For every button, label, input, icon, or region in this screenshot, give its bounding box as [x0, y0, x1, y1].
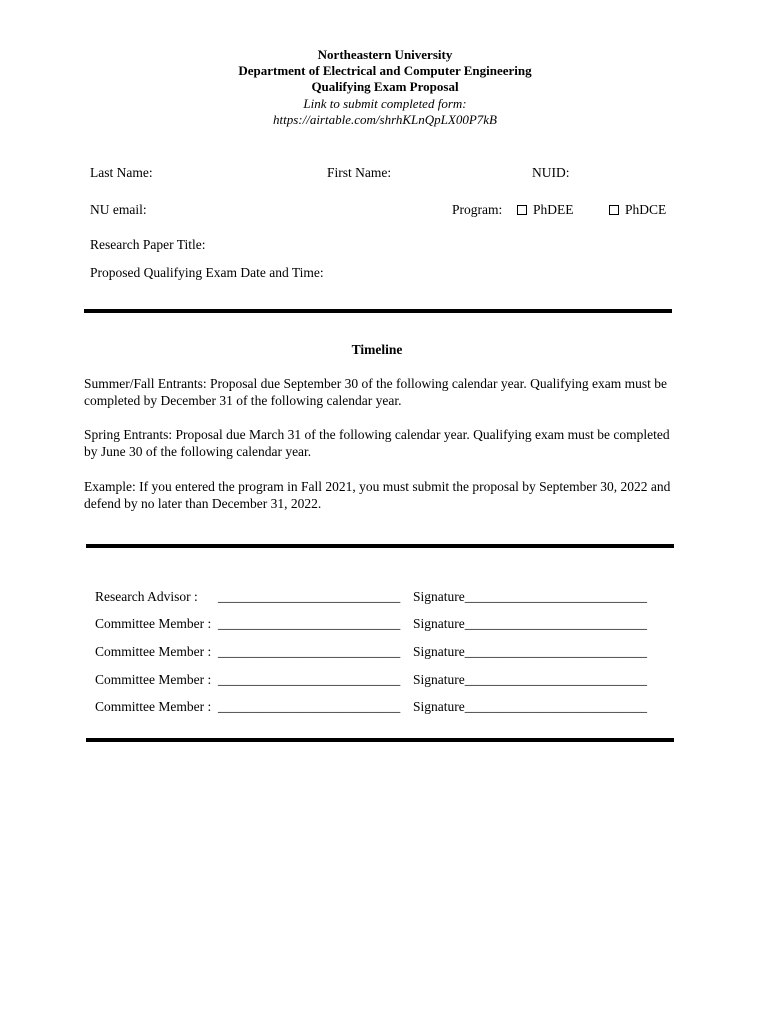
checkbox-icon[interactable] — [609, 205, 619, 215]
proposed-exam-date-label: Proposed Qualifying Exam Date and Time: — [90, 265, 324, 280]
research-paper-title-label: Research Paper Title: — [90, 237, 206, 252]
committee-signature-line[interactable]: Signature___________________________ — [413, 589, 647, 604]
committee-name-line[interactable]: ___________________________ — [218, 699, 401, 714]
committee-signature-line[interactable]: Signature___________________________ — [413, 672, 647, 687]
committee-role: Committee Member : — [95, 699, 212, 714]
committee-role: Research Advisor : — [95, 589, 198, 604]
department-name: Department of Electrical and Computer Engineering — [238, 63, 532, 78]
program-label: Program: — [452, 202, 503, 217]
committee-name-line[interactable]: ___________________________ — [218, 672, 401, 687]
program-option-phdee[interactable] — [517, 201, 574, 218]
first-name-label: First Name: — [327, 165, 392, 180]
committee-signature-line[interactable]: Signature___________________________ — [413, 644, 647, 659]
program-option-label: PhDEE — [533, 202, 574, 217]
nu-email-label: NU email: — [90, 202, 147, 217]
committee-name-line[interactable]: ___________________________ — [218, 616, 401, 631]
checkbox-icon[interactable] — [517, 205, 527, 215]
timeline-paragraph-example: Example: If you entered the program in Fall 2021, you must submit the proposal by September 30, 2022 and defend by no later than December 31, 2022. — [84, 479, 671, 511]
link-label: Link to submit completed form: — [303, 96, 467, 111]
program-option-phdce[interactable] — [609, 201, 666, 218]
university-name: Northeastern University — [317, 47, 453, 62]
timeline-paragraph-spring: Spring Entrants: Proposal due March 31 of the following calendar year. Qualifying exam must be completed by June 30 of the following calendar year. — [84, 427, 670, 459]
nuid-label: NUID: — [532, 165, 570, 180]
form-title: Qualifying Exam Proposal — [311, 79, 459, 94]
timeline-paragraph-fall: Summer/Fall Entrants: Proposal due September 30 of the following calendar year. Qualifying exam must be completed by December 31 of the following calendar year. — [84, 376, 667, 408]
committee-name-line[interactable]: ___________________________ — [218, 589, 401, 604]
committee-signature-line[interactable]: Signature___________________________ — [413, 699, 647, 714]
committee-signature-line[interactable]: Signature___________________________ — [413, 616, 647, 631]
section-divider — [84, 309, 672, 313]
last-name-label: Last Name: — [90, 165, 153, 180]
timeline-heading: Timeline — [351, 342, 403, 357]
committee-role: Committee Member : — [95, 644, 212, 659]
section-divider — [86, 738, 674, 742]
section-divider — [86, 544, 674, 548]
submission-link[interactable]: https://airtable.com/shrhKLnQpLX00P7kB — [272, 112, 497, 127]
committee-role: Committee Member : — [95, 616, 212, 631]
committee-name-line[interactable]: ___________________________ — [218, 644, 401, 659]
program-option-label: PhDCE — [625, 202, 667, 217]
committee-role: Committee Member : — [95, 672, 212, 687]
